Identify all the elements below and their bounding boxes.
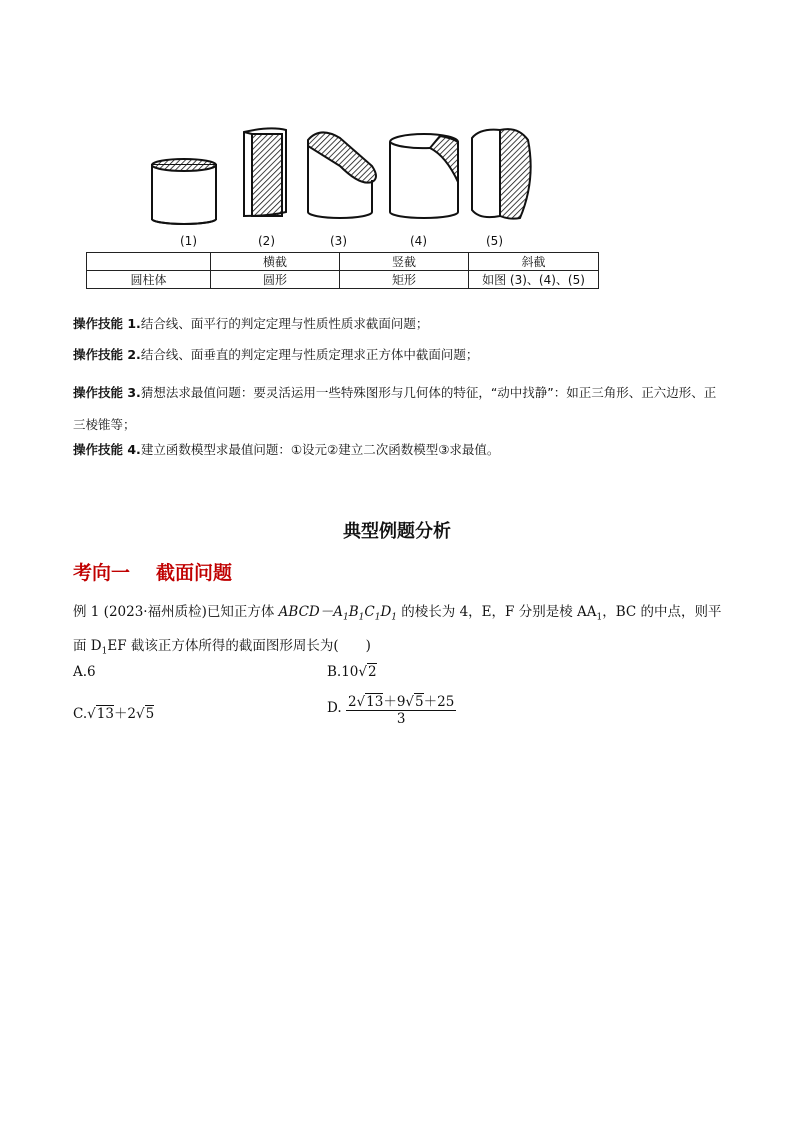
kaoxiang-heading (73, 558, 232, 585)
option-a: A.6 (73, 664, 96, 680)
option-d-prefix: D. (327, 700, 342, 716)
table-cell: 矩形 (340, 271, 469, 289)
skill-label: 操作技能 1. (73, 316, 141, 331)
example-mid: 的棱长为 4，E，F 分别是棱 AA (397, 604, 597, 620)
option-b: B.10√2 (327, 664, 377, 680)
option-d-denominator: 3 (396, 711, 406, 727)
kaoxiang-label: 考向一 (73, 562, 131, 584)
figure-3-oblique-cut (308, 132, 376, 218)
figure-2-vertical-cut (244, 128, 286, 216)
figure-1-horizontal-cut (152, 159, 216, 224)
table-header-cell (87, 253, 211, 271)
num-radicand-2: 5 (415, 694, 424, 710)
section-title: 典型例题分析 (343, 521, 451, 542)
table-header-cell: 横截 (211, 253, 340, 271)
skill-text: 结合线、面平行的判定定理与性质性质求截面问题； (140, 316, 429, 331)
example-mid2: ，BC 的中点，则平面 D (73, 604, 722, 654)
option-d-numerator: 2√13＋9√5＋25 (346, 690, 456, 711)
figure-5-oblique-vertical-cut (472, 129, 531, 219)
figure-4-partial-oblique-cut (390, 134, 458, 218)
cylinder-section-table (86, 252, 599, 289)
kaoxiang-title: 截面问题 (156, 562, 233, 584)
skill-1 (73, 314, 723, 334)
table-cell: 如图 (3)、(4)、(5) (469, 271, 599, 289)
table-row (87, 271, 599, 289)
option-d-fraction (346, 690, 456, 727)
skill-label: 操作技能 2. (73, 347, 141, 362)
skill-3 (73, 377, 725, 441)
example-cube: ABCD－A (278, 604, 343, 620)
option-c-radicand-1: 13 (96, 706, 114, 722)
example-1-question: 例 1 (2023·福州质检)已知正方体 $ABCD-A_1B_1C_1D_1$ 的棱长为 4，E，F 分别是棱 $AA_1$，BC 的中点，则平面 $D_1EF$ 截该正方体所得的截面图形周长为( ) (73, 604, 722, 657)
figure-label-3: (3) (330, 234, 347, 248)
figure-label-1: (1) (180, 234, 197, 248)
skill-label: 操作技能 4. (73, 442, 141, 457)
option-c-mid: ＋2 (113, 706, 137, 722)
figure-label-2: (2) (258, 234, 275, 248)
option-c: C.√13＋2√5 (73, 706, 155, 722)
skill-text: 结合线、面垂直的判定定理与性质定理求正方体中截面问题； (140, 347, 479, 362)
skill-label: 操作技能 3. (73, 385, 141, 400)
num-term-3: ＋25 (423, 694, 455, 710)
skill-4 (73, 440, 723, 460)
table-header-cell: 竖截 (340, 253, 469, 271)
table-header-cell: 斜截 (469, 253, 599, 271)
figure-label-5: (5) (486, 234, 503, 248)
table-cell: 圆柱体 (87, 271, 211, 289)
option-b-prefix: B.10 (327, 664, 359, 680)
num-coef-1: 2 (347, 694, 357, 710)
num-radicand-1: 13 (366, 694, 384, 710)
option-c-prefix: C. (73, 706, 88, 722)
example-tail: EF 截该正方体所得的截面图形周长为( ) (107, 637, 371, 654)
cylinder-sections-drawing (140, 120, 550, 232)
skill-text: 猜想法求最值问题：要灵活运用一些特殊图形与几何体的特征，“动中找静”：如正三角形、正六边形、正三棱锥等； (73, 385, 717, 432)
figure-label-4: (4) (410, 234, 427, 248)
cylinder-figures (140, 120, 550, 255)
skill-text: 建立函数模型求最值问题：①设元②建立二次函数模型③求最值。 (140, 442, 500, 457)
option-b-radicand: 2 (368, 664, 377, 680)
example-prefix: 例 1 (2023·福州质检)已知正方体 (73, 604, 279, 620)
table-header-row (87, 253, 599, 271)
table-cell: 圆形 (211, 271, 340, 289)
option-c-radicand-2: 5 (145, 706, 155, 722)
option-d (327, 690, 456, 727)
num-term-2: ＋9 (383, 694, 406, 710)
skill-2 (73, 345, 723, 365)
